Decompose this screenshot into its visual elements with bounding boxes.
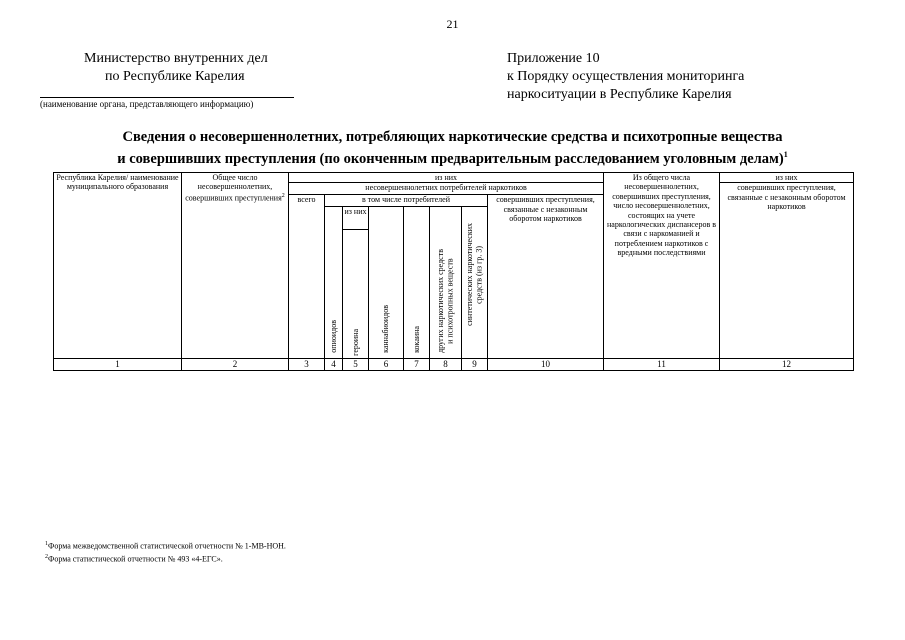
iz-nih-header: из них [289,173,604,183]
col-number: 4 [325,359,343,371]
v-tom-chisle-header: в том числе потребителей [325,195,488,207]
cocaine-header: кокаина [404,207,430,359]
title-footnote-mark: 1 [783,150,788,159]
col-number: 12 [720,359,854,371]
col-number: 1 [54,359,182,371]
org-name-line2: по Республике Карелия [105,69,245,84]
col-number: 10 [488,359,604,371]
footnote-1: $^1$Форма межведомственной статистической отчетности № 1-МВ-НОН. [45,541,286,551]
col-number: 7 [404,359,430,371]
footnote-2: $^2$Форма статистической отчетности № 493 «4-ЕГС». [45,554,223,564]
title-line2-text: и совершивших преступления (по оконченным предварительным расследованием уголовным делам) [117,150,784,167]
col11-header: Из общего числа несовершеннолетних, совершивших преступления, число несовершеннолетних, состоящих на учете наркологических диспансеров в связи с наркоманией и потреблением наркотиков с вредными последствиями [604,173,720,359]
org-name-line1: Министерство внутренних дел [84,51,268,66]
col10-header: совершивших преступления, связанные с незаконным оборотом наркотиков [488,195,604,359]
heroin-header [343,207,369,359]
col-number: 11 [604,359,720,371]
document-title [0,128,905,168]
col-number: 5 [343,359,369,371]
column-numbers-row [54,359,854,371]
cannabinoids-header: каннабиоидов [369,207,404,359]
org-underline [40,97,294,98]
appendix-line2: к Порядку осуществления мониторинга [507,69,745,84]
col-number: 8 [430,359,462,371]
col-number: 6 [369,359,404,371]
appendix-line3: наркоситуации в Республике Карелия [507,87,732,102]
vsego-header: всего [289,195,325,359]
col-number: 3 [289,359,325,371]
synthetic-drugs-header: синтетических наркотических средств (из гр. 3) [462,207,488,359]
col12-header: совершивших преступления, связанные с незаконным оборотом наркотиков [720,183,854,359]
org-note: (наименование органа, представляющего информацию) [40,99,254,109]
opioids-header: опиоидов [325,207,343,359]
iz-nih-small: из них [343,207,368,230]
col-number: 9 [462,359,488,371]
title-line2 [0,146,905,168]
consumers-header: несовершеннолетних потребителей наркотиков [289,183,604,195]
appendix-title: Приложение 10 [507,51,600,66]
col12-top-header: из них [720,173,854,183]
heroin-label: героина [350,328,360,356]
title-line1: Сведения о несовершеннолетних, потребляющих наркотические средства и психотропные вещества [122,129,783,145]
other-drugs-header: других наркотических средств и психотропных веществ [430,207,462,359]
page-number: 21 [446,17,459,31]
col-number: 2 [182,359,289,371]
report-table [53,172,854,371]
col1-header: Республика Карелия/ наименование муниципального образования [54,173,182,359]
col2-header: Общее число несовершеннолетних, совершивших преступления$^2$ [182,173,289,359]
